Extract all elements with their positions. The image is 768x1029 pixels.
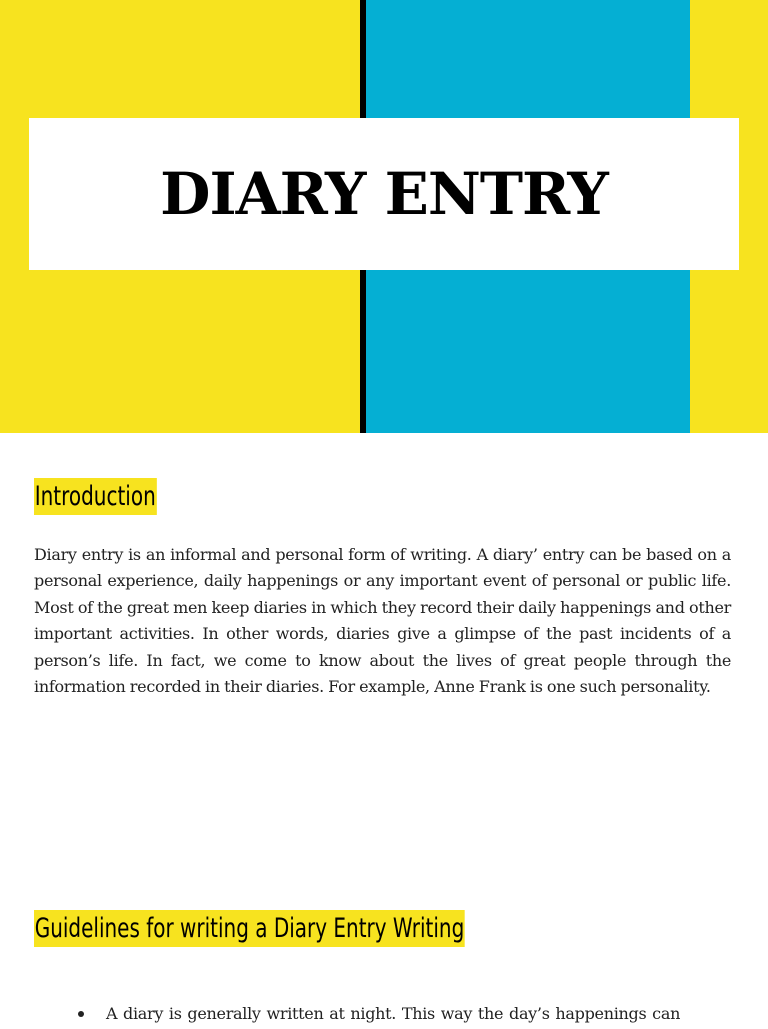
title-banner (0, 0, 768, 433)
guidelines-list (0, 999, 768, 1029)
section-heading-guidelines: Guidelines for writing a Diary Entry Writing (34, 910, 465, 947)
list-item-text: A diary is generally written at night. This way the day’s happenings can (106, 1004, 681, 1023)
intro-paragraph: Diary entry is an informal and personal form of writing. A diary’ entry can be based on a personal experience, daily happenings or any important event of personal or public life. Most of the great men keep diaries in which they record their daily happenings and other important activities. In other words, diaries give a glimpse of the past incidents of a person’s life. In fact, we come to know about the lives of great people through the information recorded in their diaries. For example, Anne Frank is one such personality. (34, 545, 731, 697)
list-item (0, 999, 768, 1029)
bullet-icon (78, 1011, 84, 1017)
title-box (29, 118, 739, 270)
page-title: DIARY ENTRY (160, 160, 608, 228)
section-heading-introduction: Introduction (34, 478, 156, 515)
